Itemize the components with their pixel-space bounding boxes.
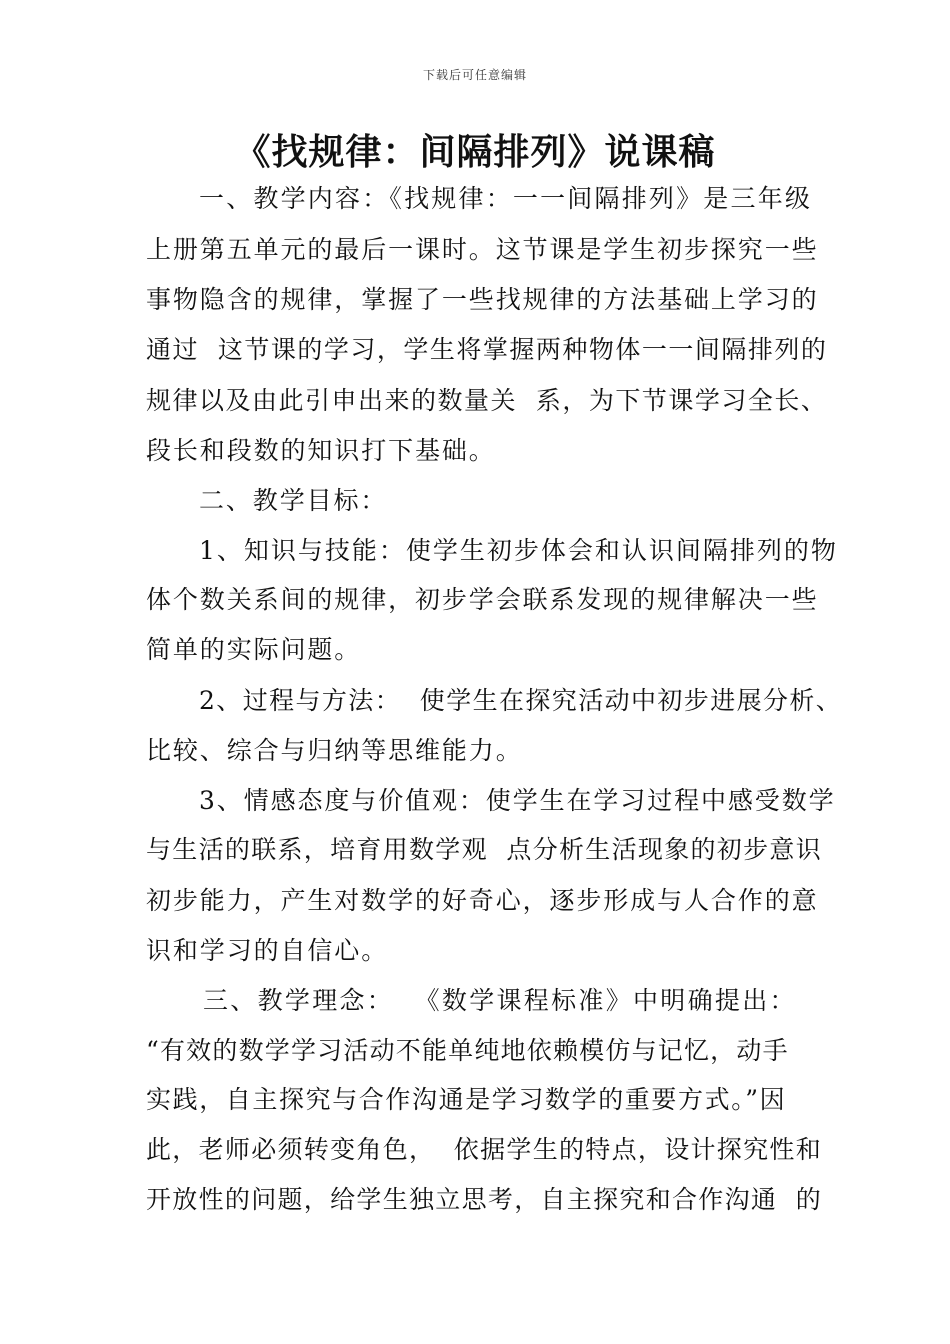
paragraph-line: 3、情感态度与价值观：使学生在学习过程中感受数学 bbox=[199, 786, 836, 815]
paragraph-line: 2、过程与方法： 使学生在探究活动中初步进展分析、 bbox=[199, 686, 843, 715]
paragraph-line: 实践，自主探究与合作沟通是学习数学的重要方式。”因 bbox=[146, 1085, 787, 1114]
header-note: 下载后可任意编辑 bbox=[422, 68, 527, 82]
paragraph-line: 识和学习的自信心。 bbox=[146, 936, 389, 965]
section-heading-philosophy: 三、教学理念： 《数学课程标准》中明确提出： bbox=[203, 986, 797, 1015]
paragraph-line: 上册第五单元的最后一课时。这节课是学生初步探究一些 bbox=[146, 235, 819, 264]
paragraph-line: 1、知识与技能：使学生初步体会和认识间隔排列的物 bbox=[199, 536, 838, 565]
paragraph-line: 体个数关系间的规律，初步学会联系发现的规律解决一些 bbox=[146, 585, 819, 614]
section-heading-objectives: 二、教学目标： bbox=[199, 486, 388, 515]
paragraph-line: 与生活的联系，培育用数学观 点分析生活现象的初步意识 bbox=[146, 835, 822, 864]
paragraph-line: 简单的实际问题。 bbox=[146, 635, 362, 664]
paragraph-line: 比较、综合与归纳等思维能力。 bbox=[146, 736, 523, 765]
paragraph-line: 事物隐含的规律，掌握了一些找规律的方法基础上学习的 bbox=[146, 285, 819, 314]
paragraph-line: 通过 这节课的学习，学生将掌握两种物体一一间隔排列的 bbox=[146, 335, 828, 364]
paragraph-line: “有效的数学学习活动不能单纯地依赖模仿与记忆，动手 bbox=[146, 1036, 789, 1065]
paragraph-line: 一、教学内容：《找规律：一一间隔排列》是三年级 bbox=[199, 184, 813, 213]
paragraph-line: 段长和段数的知识打下基础。 bbox=[146, 436, 496, 465]
paragraph-line: 规律以及由此引申出来的数量关 系，为下节课学习全长、 bbox=[146, 386, 828, 415]
paragraph-line: 初步能力，产生对数学的好奇心，逐步形成与人合作的意 bbox=[146, 886, 819, 915]
document-title: 《找规律：间隔排列》说课稿 bbox=[234, 132, 716, 173]
paragraph-line: 此，老师必须转变角色， 依据学生的特点，设计探究性和 bbox=[146, 1135, 822, 1164]
paragraph-line: 开放性的问题，给学生独立思考，自主探究和合作沟通 的 bbox=[146, 1185, 822, 1214]
